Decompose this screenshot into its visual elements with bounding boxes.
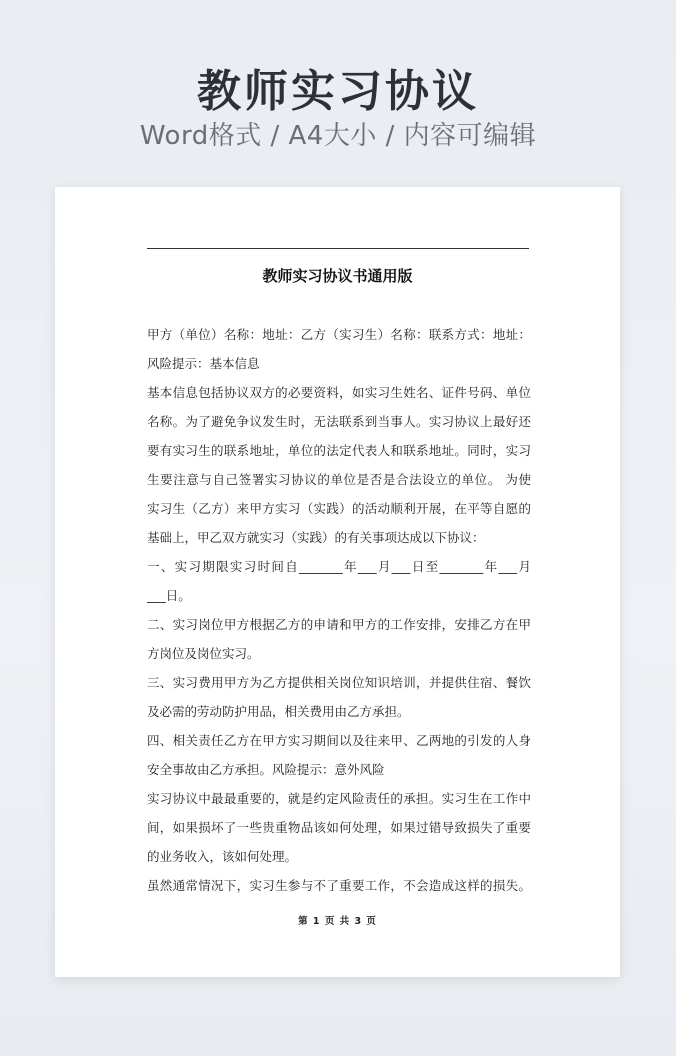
- body-line: 三、实习费用甲方为乙方提供相关岗位知识培训，并提供住宿、餐饮: [147, 675, 531, 690]
- body-line: 方岗位及岗位实习。: [147, 646, 260, 661]
- body-line: 的业务收入，该如何处理。: [147, 849, 298, 864]
- header-rule: [147, 248, 529, 249]
- body-line: 安全事故由乙方承担。风险提示：意外风险: [147, 762, 385, 777]
- body-line: ___日。: [147, 588, 191, 603]
- body-line: 实习生（乙方）来甲方实习（实践）的活动顺利开展，在平等自愿的: [147, 501, 531, 516]
- document-title: 教师实习协议书通用版: [262, 267, 413, 285]
- body-line: 虽然通常情况下，实习生参与不了重要工作，不会造成这样的损失。: [147, 878, 531, 893]
- document-page: [55, 187, 620, 977]
- body-line: 二、实习岗位甲方根据乙方的申请和甲方的工作安排，安排乙方在甲: [147, 617, 531, 632]
- page-number: 第 1 页 共 3 页: [298, 916, 377, 927]
- body-line: 名称。为了避免争议发生时，无法联系到当事人。实习协议上最好还: [147, 414, 531, 429]
- body-line: 实习协议中最最重要的，就是约定风险责任的承担。实习生在工作中: [147, 791, 531, 806]
- body-line: 四、相关责任乙方在甲方实习期间以及往来甲、乙两地的引发的人身: [147, 733, 531, 748]
- body-line: 生要注意与自己签署实习协议的单位是否是合法设立的单位。 为使: [147, 472, 531, 487]
- banner-subtitle: Word格式 / A4大小 / 内容可编辑: [139, 121, 537, 151]
- body-line: 及必需的劳动防护用品，相关费用由乙方承担。: [147, 704, 410, 719]
- document-body: [147, 320, 531, 900]
- body-line: 间，如果损坏了一些贵重物品该如何处理，如果过错导致损失了重要: [147, 820, 531, 835]
- body-line: 甲方（单位）名称：地址：乙方（实习生）名称：联系方式：地址：: [147, 327, 531, 342]
- body-line: 要有实习生的联系地址，单位的法定代表人和联系地址。同时，实习: [147, 443, 531, 458]
- body-line: 风险提示：基本信息: [147, 356, 260, 371]
- body-line: 基本信息包括协议双方的必要资料，如实习生姓名、证件号码、单位: [147, 385, 531, 400]
- body-line: 一、实习期限实习时间自_______年___月___日至_______年___月: [147, 559, 531, 574]
- body-line: 基础上，甲乙双方就实习（实践）的有关事项达成以下协议：: [147, 530, 485, 545]
- banner-title: 教师实习协议: [197, 66, 479, 117]
